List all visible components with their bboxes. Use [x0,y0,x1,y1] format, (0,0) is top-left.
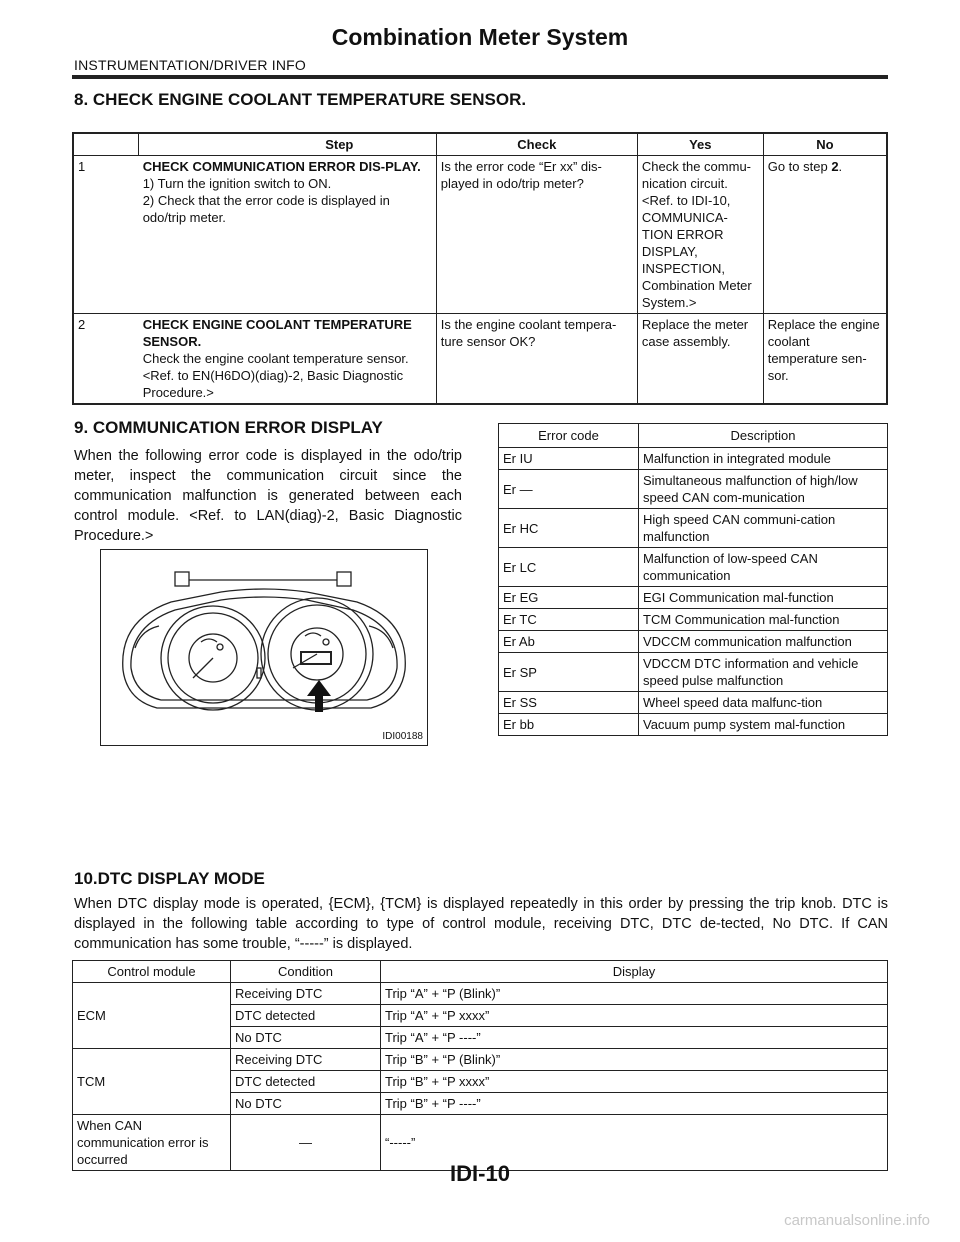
col-step-num [73,133,139,156]
step-description [139,156,437,314]
no-step-ref: 2 [831,159,839,174]
display-cell: Trip “B” + “P xxxx” [381,1071,888,1093]
table-row [73,156,887,314]
table-row [73,983,888,1005]
step-title: CHECK COMMUNICATION ERROR DIS-PLAY. [142,159,421,174]
meter-figure [100,549,428,746]
table-row [499,714,888,736]
col-no: No [763,133,887,156]
error-code: Er SP [499,653,639,692]
step-check-table [72,132,888,405]
table-row [499,587,888,609]
table-row [499,631,888,653]
condition-cell: DTC detected [231,1005,381,1027]
check-cell: Is the error code “Er xx” dis-played in odo/trip meter? [436,156,637,314]
condition-cell: Receiving DTC [231,1049,381,1071]
section-10-text: When DTC display mode is operated, {ECM}, {TCM} is displayed repeatedly in this order by pressing the trip knob. DTC is displayed in the following table according to type of control module, receiving DTC, DTC de-tected, No DTC. If CAN communication has some trouble, “-----” is displayed. [74,896,888,952]
table-row [73,1049,888,1071]
error-code: Er IU [499,448,639,470]
table-row [73,314,887,405]
page-title: Combination Meter System [331,24,629,50]
table-row [499,692,888,714]
combination-meter-illustration [101,550,427,745]
page-number: IDI-10 [450,1161,510,1186]
condition-cell: Receiving DTC [231,983,381,1005]
step-number: 1 [73,156,139,314]
error-code: Er TC [499,609,639,631]
col-control-module: Control module [73,961,231,983]
step-body: 1) Turn the ignition switch to ON. 2) Check that the error code is displayed in odo/trip meter. [142,176,390,225]
section-label: INSTRUMENTATION/DRIVER INFO [74,57,306,73]
display-cell: Trip “A” + “P xxxx” [381,1005,888,1027]
yes-cell: Replace the meter case assembly. [637,314,763,405]
yes-cell: Check the commu-nication circuit. <Ref. to IDI-10, COMMUNICA-TION ERROR DISPLAY, INSPECTION, Combination Meter System.> [637,156,763,314]
table-header-row [73,961,888,983]
header-rule [72,75,888,79]
error-description: Simultaneous malfunction of high/low speed CAN com-munication [639,470,888,509]
no-suffix: . [838,159,843,174]
error-description: Vacuum pump system mal-function [639,714,888,736]
step-number: 2 [73,314,139,405]
display-cell: Trip “A” + “P (Blink)” [381,983,888,1005]
error-code: Er bb [499,714,639,736]
display-cell: “-----” [381,1115,888,1171]
error-code: Er LC [499,548,639,587]
col-yes: Yes [637,133,763,156]
error-code-table [498,423,888,736]
module-cell: TCM [73,1049,231,1115]
figure-code: IDI00188 [382,731,423,742]
error-description: Wheel speed data malfunc-tion [639,692,888,714]
dtc-display-table [72,960,888,1171]
error-code: Er — [499,470,639,509]
section-9-heading: 9. COMMUNICATION ERROR DISPLAY [74,418,383,437]
section-10-heading: 10.DTC DISPLAY MODE [74,869,265,888]
watermark: carmanualsonline.info [784,1212,930,1229]
error-description: High speed CAN communi-cation malfunction [639,509,888,548]
no-prefix: Go to step [767,159,832,174]
table-row [499,470,888,509]
error-description: VDCCM communication malfunction [639,631,888,653]
table-row [499,448,888,470]
col-step: Step [139,133,437,156]
section-9-text: When the following error code is displayed in the odo/trip meter, inspect the communication circuit since the communication malfunction is generated between each control module. <Ref. to LAN(diag)-2, Basic Diagnostic Procedure.> [74,448,462,544]
table-header-row [499,424,888,448]
step-title: CHECK ENGINE COOLANT TEMPERATURE SENSOR. [142,317,412,349]
check-cell: Is the engine coolant tempera-ture sensor OK? [436,314,637,405]
table-header-row [73,133,887,156]
error-code: Er EG [499,587,639,609]
col-check: Check [436,133,637,156]
condition-cell: DTC detected [231,1071,381,1093]
error-code: Er SS [499,692,639,714]
table-row [499,548,888,587]
col-description: Description [639,424,888,448]
col-condition: Condition [231,961,381,983]
display-cell: Trip “A” + “P ----” [381,1027,888,1049]
col-display: Display [381,961,888,983]
no-cell [763,156,887,314]
step-body: Check the engine coolant temperature sensor. <Ref. to EN(H6DO)(diag)-2, Basic Diagnostic Procedure.> [142,351,409,400]
error-description: TCM Communication mal-function [639,609,888,631]
module-cell: ECM [73,983,231,1049]
display-cell: Trip “B” + “P (Blink)” [381,1049,888,1071]
table-row [499,653,888,692]
error-description: Malfunction of low-speed CAN communication [639,548,888,587]
error-code: Er HC [499,509,639,548]
section-8-heading: 8. CHECK ENGINE COOLANT TEMPERATURE SENSOR. [74,90,527,109]
error-description: VDCCM DTC information and vehicle speed pulse malfunction [639,653,888,692]
table-row [499,509,888,548]
table-row [499,609,888,631]
step-description [139,314,437,405]
col-error-code: Error code [499,424,639,448]
display-cell: Trip “B” + “P ----” [381,1093,888,1115]
error-description: EGI Communication mal-function [639,587,888,609]
module-cell: When CAN communication error is occurred [73,1115,231,1171]
condition-cell: No DTC [231,1027,381,1049]
condition-cell: — [231,1115,381,1171]
error-code: Er Ab [499,631,639,653]
no-cell: Replace the engine coolant temperature sen-sor. [763,314,887,405]
error-description: Malfunction in integrated module [639,448,888,470]
condition-cell: No DTC [231,1093,381,1115]
